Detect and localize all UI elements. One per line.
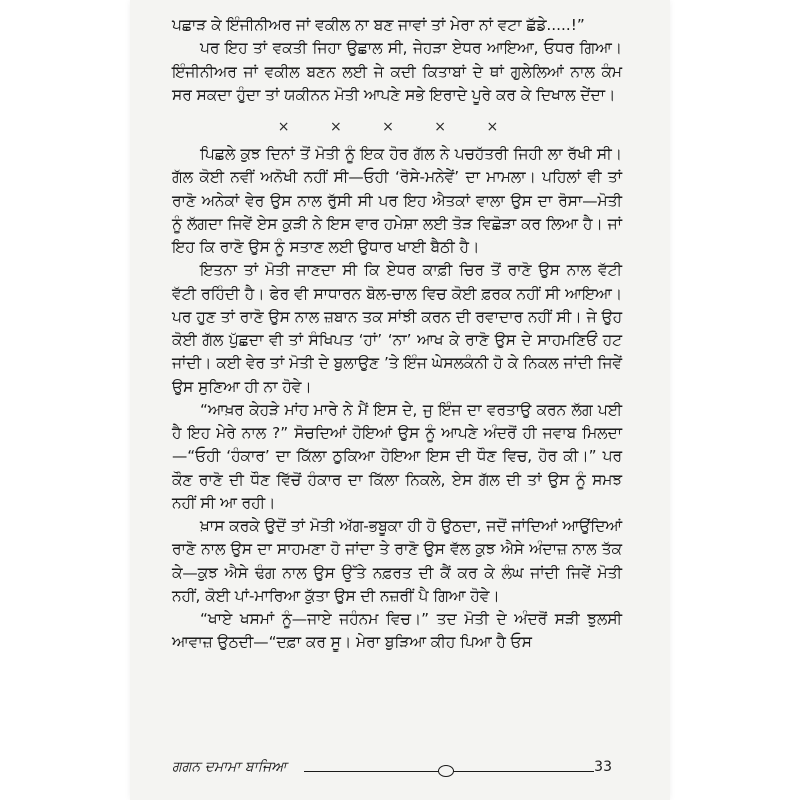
page-body-text [172,14,622,655]
paragraph-5: “ਆਖ਼ਰ ਕੇਹੜੇ ਮਾਂਹ ਮਾਰੇ ਨੇ ਮੈਂ ਇਸ ਦੇ, ਜੁ ਇੰਜ ਦਾ ਵਰਤਾਉ ਕਰਨ ਲੱਗ ਪਈ ਹੈ ਇਹ ਮੇਰੇ ਨਾਲ ?” ਸੋਚਦਿਆਂ ਹੋਇਆਂ ਉਸ ਨੂੰ ਆਪਣੇ ਅੰਦਰੋਂ ਹੀ ਜਵਾਬ ਮਿਲਦਾ—“ਓਹੀ ‘ਹੰਕਾਰ’ ਦਾ ਕਿੱਲਾ ਠੁਕਿਆ ਹੋਇਆ ਇਸ ਦੀ ਧੌਣ ਵਿਚ, ਹੋਰ ਕੀ।” ਪਰ ਕੌਣ ਰਾਣੋ ਦੀ ਧੌਣ ਵਿੱਚੋਂ ਹੰਕਾਰ ਦਾ ਕਿੱਲਾ ਨਿਕਲੇ, ਏਸ ਗੱਲ ਦੀ ਤਾਂ ਉਸ ਨੂੰ ਸਮਝ ਨਹੀਂ ਸੀ ਆ ਰਹੀ। [172,400,622,512]
paragraph-2: ਪਰ ਇਹ ਤਾਂ ਵਕਤੀ ਜਿਹਾ ਉਛਾਲ ਸੀ, ਜੇਹੜਾ ਏਧਰ ਆਇਆ, ਓਧਰ ਗਿਆ। ਇੰਜੀਨੀਅਰ ਜਾਂ ਵਕੀਲ ਬਣਨ ਲਈ ਜੇ ਕਦੀ ਕਿਤਾਬਾਂ ਦੇ ਥਾਂ ਗੁਲੇਲਿਆਂ ਨਾਲ ਕੰਮ ਸਰ ਸਕਦਾ ਹੁੰਦਾ ਤਾਂ ਯਕੀਨਨ ਮੋਤੀ ਆਪਣੇ ਸਭੇ ਇਰਾਦੇ ਪੂਰੇ ਕਰ ਕੇ ਦਿਖਾਲ ਦੇਂਦਾ। [172,39,622,104]
paragraph-3: ਪਿਛਲੇ ਕੁਝ ਦਿਨਾਂ ਤੋਂ ਮੋਤੀ ਨੂੰ ਇਕ ਹੋਰ ਗੱਲ ਨੇ ਪਚਹੱਤਰੀ ਜਿਹੀ ਲਾ ਰੱਖੀ ਸੀ। ਗੱਲ ਕੋਈ ਨਵੀਂ ਅਨੋਖੀ ਨਹੀਂ ਸੀ—ਓਹੀ ‘ਰੋਸੇ-ਮਨੇਵੇਂ’ ਦਾ ਮਾਮਲਾ। ਪਹਿਲਾਂ ਵੀ ਤਾਂ ਰਾਣੋ ਅਨੇਕਾਂ ਵੇਰ ਉਸ ਨਾਲ ਰੁੱਸੀ ਸੀ ਪਰ ਇਹ ਐਤਕਾਂ ਵਾਲਾ ਉਸ ਦਾ ਰੋਸਾ—ਮੋਤੀ ਨੂੰ ਲੱਗਦਾ ਜਿਵੇਂ ਏਸ ਕੁੜੀ ਨੇ ਇਸ ਵਾਰ ਹਮੇਸ਼ਾ ਲਈ ਤੋੜ ਵਿਛੋੜਾ ਕਰ ਲਿਆ ਹੈ। ਜਾਂ ਇਹ ਕਿ ਰਾਣੋ ਉਸ ਨੂੰ ਸਤਾਣ ਲਈ ਉਧਾਰ ਖਾਈ ਬੈਠੀ ਹੈ। [172,145,622,256]
footer-ornament-icon [438,765,454,777]
paragraph-7: “ਖਾਏ ਖਸਮਾਂ ਨੂੰ—ਜਾਏ ਜਹੰਨਮ ਵਿਚ।” ਤਦ ਮੋਤੀ ਦੇ ਅੰਦਰੋਂ ਸੜੀ ਝੁਲਸੀ ਆਵਾਜ਼ ਉਠਦੀ—“ਦਫ਼ਾ ਕਰ ਸੂ। ਮੇਰਾ ਬੁੜਿਆ ਕੀਹ ਪਿਆ ਹੈ ਓਸ [172,610,622,652]
paragraph-6: ਖ਼ਾਸ ਕਰਕੇ ਉਦੋਂ ਤਾਂ ਮੋਤੀ ਅੱਗ-ਭਬੂਕਾ ਹੀ ਹੋ ਉਠਦਾ, ਜਦੋਂ ਜਾਂਦਿਆਂ ਆਉਂਦਿਆਂ ਰਾਣੋ ਨਾਲ ਉਸ ਦਾ ਸਾਹਮਣਾ ਹੋ ਜਾਂਦਾ ਤੇ ਰਾਣੋ ਉਸ ਵੱਲ ਕੁਝ ਐਸੇ ਅੰਦਾਜ਼ ਨਾਲ ਤੱਕ ਕੇ—ਕੁਝ ਐਸੇ ਢੰਗ ਨਾਲ ਉਸ ਉੱਤੇ ਨਫ਼ਰਤ ਦੀ ਕੈਂ ਕਰ ਕੇ ਲੰਘ ਜਾਂਦੀ ਜਿਵੇਂ ਮੋਤੀ ਨਹੀਂ, ਕੋਈ ਪਾਂ-ਮਾਰਿਆ ਕੁੱਤਾ ਉਸ ਦੀ ਨਜ਼ਰੀਂ ਪੈ ਗਿਆ ਹੋਵੇ। [172,517,622,605]
page-footer [172,757,612,785]
page-number: 33 [594,759,612,775]
section-separator: × × × × × [277,119,517,135]
paragraph-1: ਪਛਾੜ ਕੇ ਇੰਜੀਨੀਅਰ ਜਾਂ ਵਕੀਲ ਨਾ ਬਣ ਜਾਵਾਂ ਤਾਂ ਮੇਰਾ ਨਾਂ ਵਟਾ ਛੱਡੇ.....!” [172,16,585,34]
paragraph-4: ਇਤਨਾ ਤਾਂ ਮੋਤੀ ਜਾਣਦਾ ਸੀ ਕਿ ਏਧਰ ਕਾਫ਼ੀ ਚਿਰ ਤੋਂ ਰਾਣੋ ਉਸ ਨਾਲ ਵੱਟੀ ਵੱਟੀ ਰਹਿੰਦੀ ਹੈ। ਫੇਰ ਵੀ ਸਾਧਾਰਨ ਬੋਲ-ਚਾਲ ਵਿਚ ਕੋਈ ਫ਼ਰਕ ਨਹੀਂ ਸੀ ਆਇਆ। ਪਰ ਹੁਣ ਤਾਂ ਰਾਣੋ ਉਸ ਨਾਲ ਜ਼ਬਾਨ ਤਕ ਸਾਂਝੀ ਕਰਨ ਦੀ ਰਵਾਦਾਰ ਨਹੀਂ ਸੀ। ਜੇ ਉਹ ਕੋਈ ਗੱਲ ਪੁੱਛਦਾ ਵੀ ਤਾਂ ਸੰਖਿਪਤ ‘ਹਾਂ’ ‘ਨਾ’ ਆਖ ਕੇ ਰਾਣੋ ਉਸ ਦੇ ਸਾਹਮਣਿਓਂ ਹਟ ਜਾਂਦੀ। ਕਈ ਵੇਰ ਤਾਂ ਮੋਤੀ ਦੇ ਬੁਲਾਉਣ ’ਤੇ ਇੰਜ ਘੇਸਲਕੰਨੀ ਹੋ ਕੇ ਨਿਕਲ ਜਾਂਦੀ ਜਿਵੇਂ ਉਸ ਸੁਣਿਆ ਹੀ ਨਾ ਹੋਵੇ। [172,261,622,396]
running-book-title: ਗਗਨ ਦਮਾਮਾ ਬਾਜਿਆ [172,759,287,775]
